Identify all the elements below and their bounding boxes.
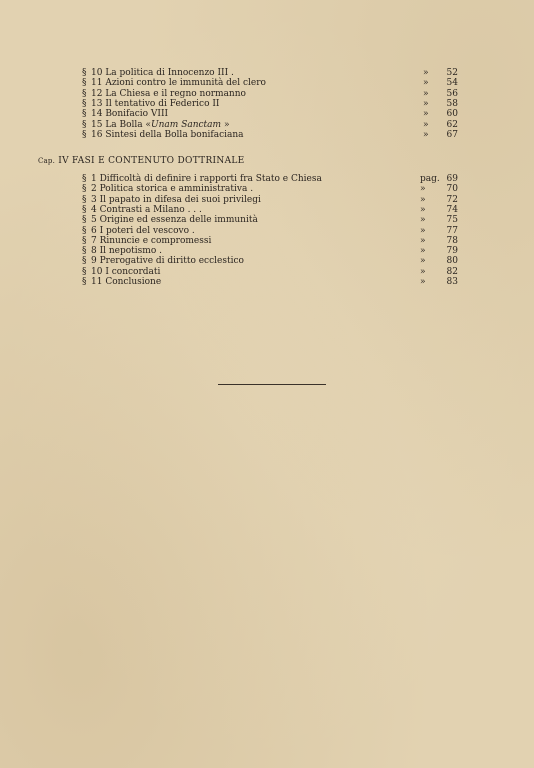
toc-entry-ditto: pag. <box>420 174 440 184</box>
toc-entry-ditto: » <box>420 266 426 277</box>
section-symbol: § <box>82 184 87 195</box>
toc-entry <box>82 277 458 288</box>
toc-entry-ditto: » <box>420 204 426 215</box>
toc-entry-ditto: » <box>423 98 429 109</box>
toc-entry-title: 4 Contrasti a Milano . . . <box>91 204 202 215</box>
section-symbol: § <box>82 225 87 236</box>
toc-entry-title: 11 Azioni contro le immunità del clero <box>91 78 266 89</box>
toc-entry-page-number: 74 <box>446 204 458 215</box>
toc-entry-ditto: » <box>420 215 426 226</box>
section-symbol: § <box>82 194 87 205</box>
toc-entry-ditto: » <box>423 68 429 78</box>
toc-entry-page-number: 52 <box>446 68 458 78</box>
toc-entry-ditto: » <box>423 129 429 140</box>
toc-entry-ditto: » <box>420 246 426 257</box>
toc-entry-title: 3 Il papato in difesa dei suoi privilegi <box>91 194 261 205</box>
toc-entry-page-number: 80 <box>446 256 458 267</box>
toc-entry-title: 10 La politica di Innocenzo III . <box>91 68 234 78</box>
section-symbol: § <box>82 174 87 184</box>
toc-entry-title: 14 Bonifacio VIII <box>91 109 169 120</box>
toc-entry-title: 9 Prerogative di diritto ecclestico <box>91 256 244 267</box>
chapter-cap-label: Cap. <box>38 157 56 165</box>
section-symbol: § <box>82 204 87 215</box>
toc-entry <box>82 130 458 141</box>
toc-entry-ditto: » <box>420 225 426 236</box>
toc-entry-page-number: 69 <box>446 174 458 184</box>
toc-entry-title: 7 Rinuncie e compromessi <box>91 235 212 246</box>
section-symbol: § <box>82 266 87 277</box>
toc-entry-page-number: 82 <box>446 266 458 277</box>
toc-entry-page-number: 60 <box>446 109 458 120</box>
toc-entry-ditto: » <box>423 109 429 120</box>
toc-entry-page-number: 67 <box>446 129 458 140</box>
toc-entry-page-number: 54 <box>446 78 458 89</box>
toc-entry-ditto: » <box>420 235 426 246</box>
section-symbol: § <box>82 215 87 226</box>
toc-entry-page-number: 83 <box>446 277 458 287</box>
toc-entry-page-number: 62 <box>446 119 458 130</box>
toc-entry-ditto: » <box>423 88 429 99</box>
toc-entry-title: 2 Politica storica e amministrativa . <box>91 184 254 195</box>
section-symbol: § <box>82 119 87 130</box>
toc-entry-page-number: 56 <box>446 88 458 99</box>
section-symbol: § <box>82 68 87 78</box>
section-symbol: § <box>82 246 87 257</box>
section-symbol: § <box>82 256 87 267</box>
toc-entry-ditto: » <box>420 184 426 195</box>
toc-entry-page-number: 79 <box>446 246 458 257</box>
toc-entry-page-number: 78 <box>446 235 458 246</box>
section-symbol: § <box>82 129 87 140</box>
divider-line <box>218 384 326 385</box>
toc-entry-title: 11 Conclusione <box>91 277 162 287</box>
toc-entry-page-number: 72 <box>446 194 458 205</box>
toc-entry-title: 13 Il tentativo di Federico II <box>91 98 220 109</box>
toc-entry-title: 5 Origine ed essenza delle immunità <box>91 215 258 226</box>
toc-entry-ditto: » <box>420 256 426 267</box>
section-symbol: § <box>82 277 87 287</box>
toc-entry-title: 1 Difficoltà di definire i rapporti fra Stato e Chiesa <box>91 174 322 184</box>
toc-entry-ditto: » <box>420 277 426 287</box>
toc-entry-page-number: 70 <box>446 184 458 195</box>
section-symbol: § <box>82 109 87 120</box>
toc-entry-ditto: » <box>423 119 429 130</box>
toc-entry-title: 12 La Chiesa e il regno normanno <box>91 88 246 99</box>
section-symbol: § <box>82 88 87 99</box>
toc-entry-title: 6 I poteri del vescovo . <box>91 225 195 236</box>
toc-entry-ditto: » <box>423 78 429 89</box>
toc-entry-title: 16 Sintesi della Bolla bonifaciana <box>91 129 244 140</box>
toc-entry-page-number: 75 <box>446 215 458 226</box>
section-symbol: § <box>82 78 87 89</box>
toc-entry-title: 15 La Bolla «Unam Sanctam » <box>91 119 230 130</box>
toc-entry-ditto: » <box>420 194 426 205</box>
chapter-heading <box>38 156 245 166</box>
section-symbol: § <box>82 98 87 109</box>
section-symbol: § <box>82 235 87 246</box>
chapter-title: IV FASI E CONTENUTO DOTTRINALE <box>55 156 245 166</box>
toc-entry-title: 10 I concordati <box>91 266 161 277</box>
toc-entry-page-number: 77 <box>446 225 458 236</box>
toc-entry-title: 8 Il nepotismo . <box>91 246 162 257</box>
toc-entry-page-number: 58 <box>446 98 458 109</box>
